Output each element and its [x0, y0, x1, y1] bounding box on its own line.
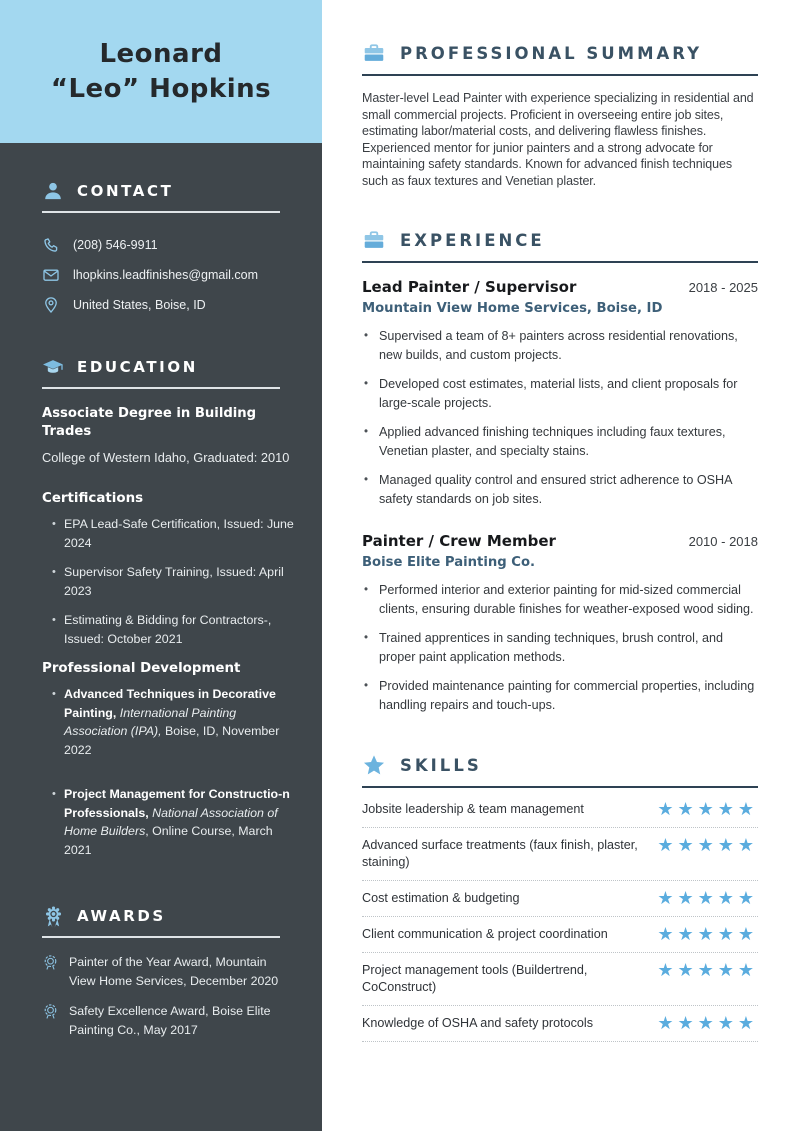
- awards-section-header: [42, 905, 296, 927]
- job-dates: 2010 - 2018: [688, 534, 758, 549]
- education-divider: [42, 387, 280, 389]
- skill-label: Jobsite leadership & team management: [362, 802, 584, 816]
- person-icon: [42, 180, 64, 202]
- skills-section: [362, 754, 758, 1042]
- award-text: Painter of the Year Award, Mountain View Home Services, December 2020: [69, 955, 279, 988]
- certification-item: • Estimating & Bidding for Contractors-, Issued: October 2021: [42, 611, 296, 648]
- development-course: Advanced Techniques in Decorative Painting,: [64, 687, 276, 720]
- job-bullet-list: [362, 581, 758, 714]
- phone-number: (208) 546-9911: [73, 238, 158, 252]
- contact-section-header: [42, 180, 296, 202]
- award-item: [42, 1002, 296, 1039]
- briefcase-icon: [362, 229, 386, 251]
- job-bullet: • Managed quality control and ensured strict adherence to OSHA safety standards on job sites.: [362, 471, 758, 508]
- development-detail: Boise, ID, November 2022: [64, 724, 280, 757]
- experience-section-header: [362, 229, 758, 251]
- candidate-first-name: Leonard: [99, 38, 223, 69]
- medal-icon: [42, 954, 59, 973]
- contact-section: [0, 180, 322, 314]
- briefcase-icon: [362, 42, 386, 64]
- job-bullet: • Applied advanced finishing techniques including faux textures, Venetian plaster, and specialty stains.: [362, 423, 758, 460]
- contact-section-title: CONTACT: [77, 182, 174, 200]
- summary-section-header: [362, 42, 758, 64]
- skill-rating-stars: ★★★★★: [657, 799, 758, 820]
- summary-section: [362, 42, 758, 189]
- school-text: College of Western Idaho, Graduated: 2010: [42, 450, 290, 465]
- envelope-icon: [42, 266, 60, 284]
- contact-email-row: [42, 266, 296, 284]
- contact-phone-row: [42, 236, 296, 254]
- map-pin-icon: [42, 296, 60, 314]
- contact-divider: [42, 211, 280, 213]
- skill-row: [362, 881, 758, 917]
- skill-label: Project management tools (Buildertrend, CoConstruct): [362, 963, 588, 994]
- skills-section-header: [362, 754, 758, 776]
- skill-row: [362, 917, 758, 953]
- job-bullet: • Trained apprentices in sanding techniques, brush control, and proper paint application methods.: [362, 629, 758, 666]
- job-bullet-list: [362, 327, 758, 508]
- education-section: [0, 356, 322, 859]
- medal-icon: [42, 1003, 59, 1022]
- job-header: [362, 278, 758, 296]
- job-role: Lead Painter / Supervisor: [362, 278, 577, 296]
- skill-row: [362, 953, 758, 1006]
- job-entry: [362, 532, 758, 714]
- development-item: [42, 785, 296, 859]
- development-title: Professional Development: [42, 661, 241, 676]
- phone-icon: [42, 236, 60, 254]
- certifications-title: Certifications: [42, 491, 144, 506]
- award-text: Safety Excellence Award, Boise Elite Painting Co., May 2017: [69, 1004, 271, 1037]
- job-company: Mountain View Home Services, Boise, ID: [362, 301, 663, 316]
- skill-rating-stars: ★★★★★: [657, 888, 758, 909]
- skill-rating-stars: ★★★★★: [657, 960, 758, 981]
- graduation-cap-icon: [42, 356, 64, 378]
- job-bullet: • Performed interior and exterior painting for mid-sized commercial clients, ensuring durable finishes for weather-exposed wood siding.: [362, 581, 758, 618]
- location-text: United States, Boise, ID: [73, 298, 206, 312]
- contact-list: [42, 236, 296, 314]
- job-bullet: • Provided maintenance painting for commercial properties, including handling repairs and touch-ups.: [362, 677, 758, 714]
- summary-section-title: PROFESSIONAL SUMMARY: [400, 43, 703, 63]
- awards-list: [42, 953, 296, 1039]
- development-list: [42, 685, 296, 859]
- skill-label: Cost estimation & budgeting: [362, 891, 520, 905]
- experience-underline: [362, 261, 758, 263]
- sidebar: [0, 0, 322, 1131]
- development-org: National Association of Home Builders: [64, 805, 278, 838]
- degree-title: Associate Degree in Building Trades: [42, 406, 257, 439]
- skill-row: [362, 1006, 758, 1042]
- development-detail: , Online Course, March 2021: [64, 824, 273, 857]
- skill-rating-stars: ★★★★★: [657, 924, 758, 945]
- skills-underline: [362, 786, 758, 788]
- rosette-icon: [42, 905, 64, 927]
- skill-rating-stars: ★★★★★: [657, 835, 758, 856]
- main-content: [322, 0, 800, 1131]
- development-org: International Painting Association (IPA),: [64, 705, 237, 738]
- job-bullet: • Developed cost estimates, material lists, and client proposals for large-scale projects.: [362, 375, 758, 412]
- job-dates: 2018 - 2025: [688, 280, 758, 295]
- skill-row: [362, 792, 758, 828]
- award-item: [42, 953, 296, 990]
- skill-rating-stars: ★★★★★: [657, 1013, 758, 1034]
- summary-paragraph: Master-level Lead Painter with experience specializing in residential and small commercial projects. Proficient in overseeing entire job sites, estimating labor/material costs, and delivering flawless finishes. Experienced mentor for junior painters and a strong advocate for maintaining safety standards. Known for advanced finish techniques such as faux textures and Venetian plaster.: [362, 91, 754, 188]
- skills-list: [362, 792, 758, 1042]
- job-header: [362, 532, 758, 550]
- name-header-block: [0, 0, 322, 143]
- skill-label: Knowledge of OSHA and safety protocols: [362, 1016, 594, 1030]
- skill-label: Client communication & project coordination: [362, 927, 608, 941]
- certification-item: • Supervisor Safety Training, Issued: April 2023: [42, 563, 296, 600]
- star-icon: [362, 754, 386, 776]
- certifications-list: [42, 515, 296, 648]
- awards-section: [0, 905, 322, 1039]
- summary-underline: [362, 74, 758, 76]
- certification-item: • EPA Lead-Safe Certification, Issued: June 2024: [42, 515, 296, 552]
- experience-section-title: EXPERIENCE: [400, 230, 545, 250]
- awards-divider: [42, 936, 280, 938]
- job-entry: [362, 278, 758, 508]
- contact-location-row: [42, 296, 296, 314]
- experience-section: [362, 229, 758, 714]
- job-company: Boise Elite Painting Co.: [362, 555, 536, 570]
- awards-section-title: AWARDS: [77, 907, 166, 925]
- candidate-name: [51, 37, 271, 107]
- skill-row: [362, 828, 758, 881]
- development-course: Project Management for Constructio-n Professionals,: [64, 787, 290, 820]
- development-item: [42, 685, 296, 759]
- job-role: Painter / Crew Member: [362, 532, 556, 550]
- job-bullet: • Supervised a team of 8+ painters across residential renovations, new builds, and custom projects.: [362, 327, 758, 364]
- skill-label: Advanced surface treatments (faux finish, plaster, staining): [362, 838, 638, 869]
- candidate-last-name: “Leo” Hopkins: [50, 73, 272, 104]
- skills-section-title: SKILLS: [400, 755, 482, 775]
- education-section-title: EDUCATION: [77, 358, 198, 376]
- education-section-header: [42, 356, 296, 378]
- email-address[interactable]: lhopkins.leadfinishes@gmail.com: [73, 268, 258, 282]
